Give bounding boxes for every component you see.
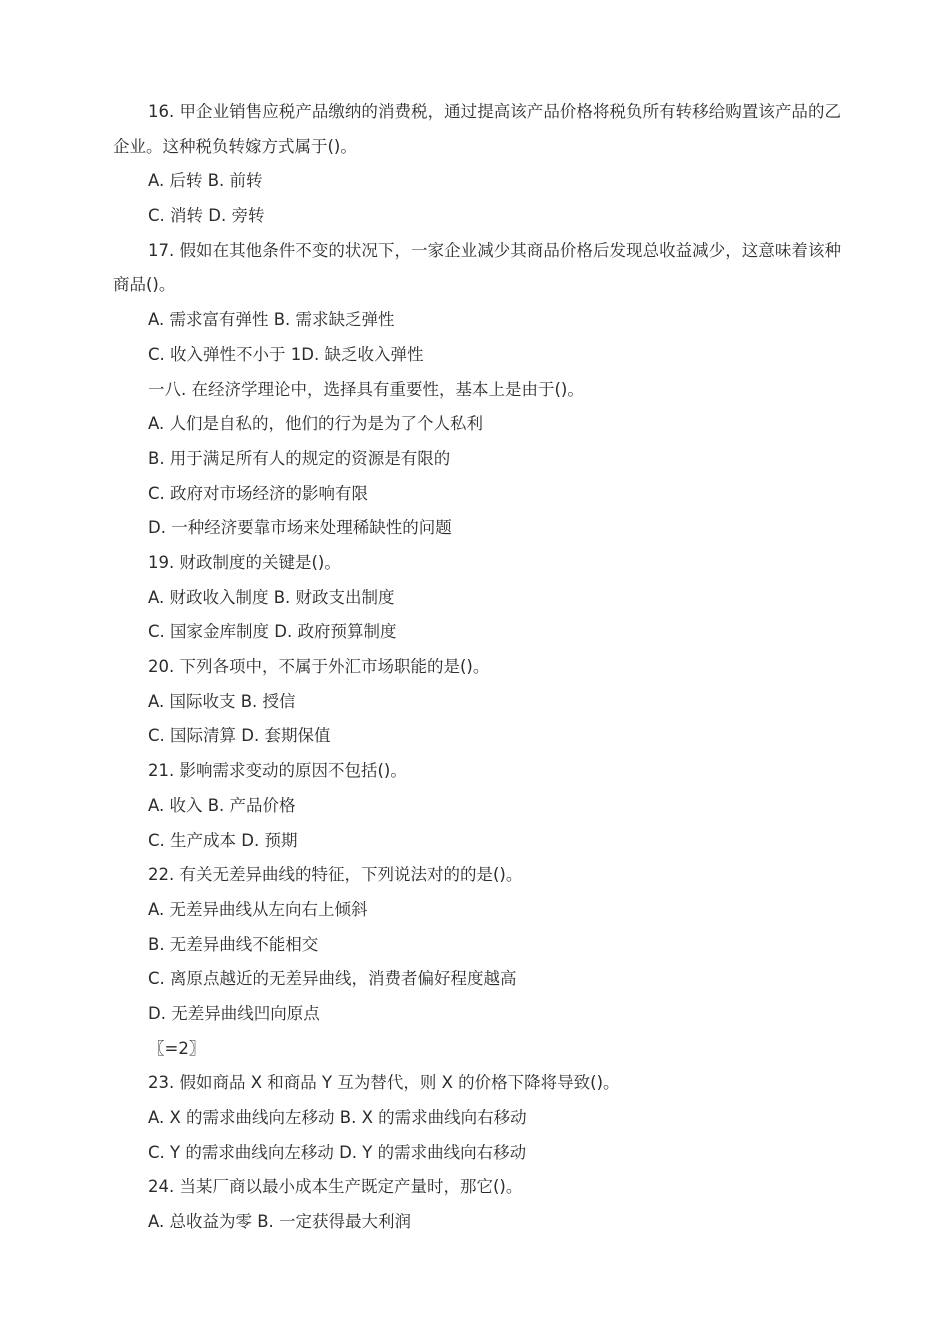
document-body (113, 95, 841, 1240)
question-16: 16. 甲企业销售应税产品缴纳的消费税，通过提高该产品价格将税负所有转移给购置该产品的乙企业。这种税负转嫁方式属于()。 (113, 102, 841, 156)
question-24: 24. 当某厂商以最小成本生产既定产量时，那它()。 (148, 1177, 523, 1197)
question-23-options-ab: A. X 的需求曲线向左移动 B. X 的需求曲线向右移动 (148, 1108, 527, 1127)
question-22-option-a: A. 无差异曲线从左向右上倾斜 (148, 899, 368, 919)
question-17: 17. 假如在其他条件不变的状况下，一家企业减少其商品价格后发现总收益减少，这意味着该种商品()。 (113, 240, 841, 295)
question-20-options-ab: A. 国际收支 B. 授信 (148, 691, 296, 711)
question-18-option-b: B. 用于满足所有人的规定的资源是有限的 (148, 448, 451, 468)
question-20-options-cd: C. 国际清算 D. 套期保值 (148, 726, 331, 746)
question-22-option-d: D. 无差异曲线凹向原点 (148, 1003, 320, 1023)
question-23: 23. 假如商品 X 和商品 Y 互为替代，则 X 的价格下降将导致()。 (148, 1073, 620, 1093)
section-marker: 〖=2〗 (148, 1038, 206, 1058)
question-19-options-cd: C. 国家金库制度 D. 政府预算制度 (148, 622, 397, 642)
question-22-option-b: B. 无差异曲线不能相交 (148, 934, 319, 954)
question-18-option-a: A. 人们是自私的，他们的行为是为了个人私利 (148, 414, 483, 434)
question-20: 20. 下列各项中，不属于外汇市场职能的是()。 (148, 657, 490, 677)
question-21-options-ab: A. 收入 B. 产品价格 (148, 795, 296, 815)
question-16-options-cd: C. 消转 D. 旁转 (148, 206, 265, 226)
question-24-options-ab: A. 总收益为零 B. 一定获得最大利润 (148, 1212, 412, 1232)
question-19: 19. 财政制度的关键是()。 (148, 553, 341, 572)
question-18: 一八. 在经济学理论中，选择具有重要性，基本上是由于()。 (148, 379, 584, 399)
question-17-options-cd: C. 收入弹性不小于 1D. 缺乏收入弹性 (148, 344, 424, 364)
question-17-options-ab: A. 需求富有弹性 B. 需求缺乏弹性 (148, 310, 395, 330)
question-19-options-ab: A. 财政收入制度 B. 财政支出制度 (148, 587, 395, 607)
question-18-option-c: C. 政府对市场经济的影响有限 (148, 483, 369, 503)
question-22: 22. 有关无差异曲线的特征，下列说法对的的是()。 (148, 865, 523, 885)
question-22-option-c: C. 离原点越近的无差异曲线，消费者偏好程度越高 (148, 969, 517, 989)
question-21: 21. 影响需求变动的原因不包括()。 (148, 761, 407, 781)
question-16-options-ab: A. 后转 B. 前转 (148, 171, 263, 191)
question-18-option-d: D. 一种经济要靠市场来处理稀缺性的问题 (148, 518, 452, 538)
question-23-options-cd: C. Y 的需求曲线向左移动 D. Y 的需求曲线向右移动 (148, 1142, 527, 1162)
question-21-options-cd: C. 生产成本 D. 预期 (148, 830, 298, 850)
